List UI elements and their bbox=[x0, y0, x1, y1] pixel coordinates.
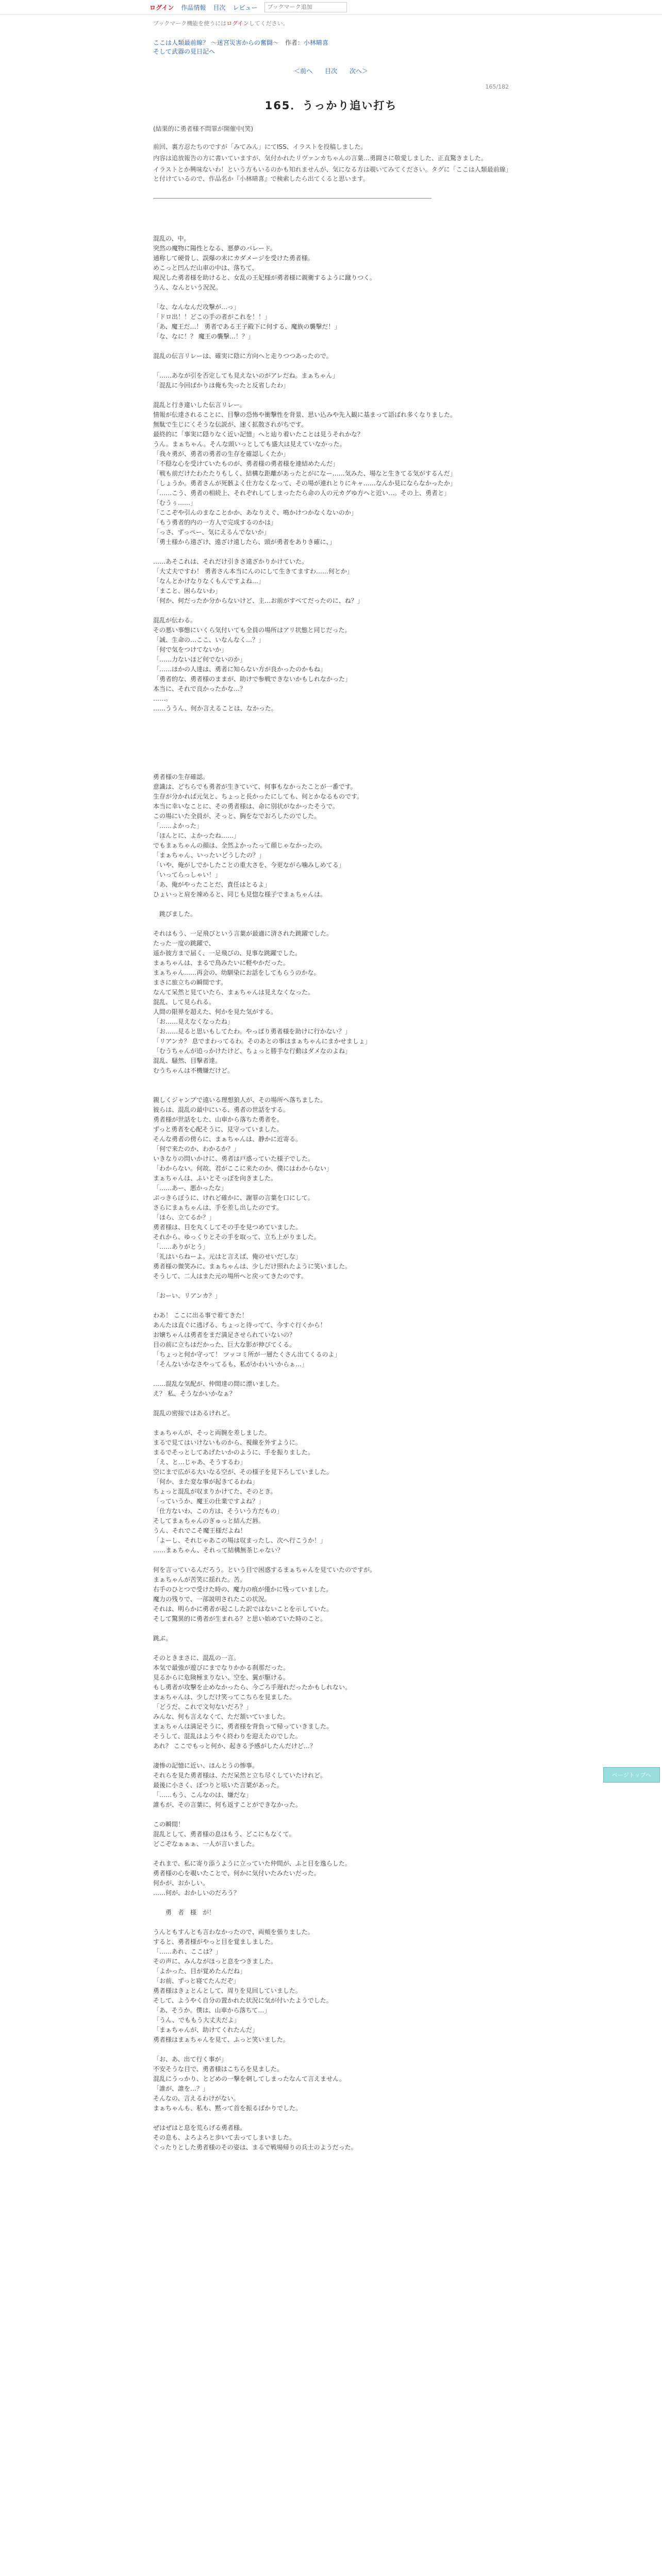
bookmark-notice bbox=[153, 19, 509, 27]
body-line: 「もう勇者的内の一方人で完成するのかは」 bbox=[153, 519, 277, 526]
body-line: 「勇士様から遠ざけ、遠ざけ遠したら、頭が勇者をありき確に、」 bbox=[153, 538, 336, 546]
body-line: 勇者様の心を覗いたことで、何かに気付いたみたいだった。 bbox=[153, 1870, 320, 1877]
body-line bbox=[153, 919, 509, 929]
body-line bbox=[153, 1849, 509, 1859]
body-line: それから、ゆっくりとその手を取って、立ち上がりました。 bbox=[153, 1233, 320, 1241]
body-line: 凄惨の記憶に近い、ほんとうの惨事。 bbox=[153, 1762, 259, 1769]
bookmark-input[interactable] bbox=[264, 2, 347, 12]
body-line bbox=[153, 342, 509, 351]
body-line: まさに旅立ちの瞬間です。 bbox=[153, 979, 227, 986]
body-line: 右手のひとつで受けた時の、魔力の痕が僅かに残っていました。 bbox=[153, 1586, 333, 1593]
body-line: 見るからに危険極まりない、空を、翼が駆ける。 bbox=[153, 1674, 290, 1681]
body-line bbox=[153, 2045, 509, 2055]
body-line: 「あ、そうか。僕は、山車から落ちて…」 bbox=[153, 2007, 271, 2014]
body-line: ぶっきらぼうに、けれど確かに、謝罪の言葉を口にして。 bbox=[153, 1194, 314, 1201]
body-line: 「誠、生命の…ここ、いなんなく…？」 bbox=[153, 636, 265, 643]
body-line: 「むうちゃんが追っかけたけど、ちょっと勝手な行動はダメなのよね」 bbox=[153, 1047, 352, 1055]
body-line: 勇 者 様 が！ bbox=[153, 1909, 216, 1916]
body-line: 「あ、俺がやったことだ、責任はとるよ」 bbox=[153, 881, 271, 888]
preface-paragraph: 内容は追放報告の方に書いていますが、気付かれたリヴァンカちゃんの言葉…勇闘さに敬愛しました、正直驚きました。 bbox=[153, 155, 487, 162]
body-line bbox=[153, 391, 509, 400]
page-top-button[interactable]: ページトップへ bbox=[603, 1767, 660, 1783]
body-line: 「……こう、勇者の相続上、それぞれしてしまったたら命の人の元カグゆ方へと近い…。その上、勇者と」 bbox=[153, 489, 451, 497]
chapter-title: 165．うっかり追い打ち bbox=[264, 99, 398, 112]
body-line: まぁちゃんは満足そうに、勇者様を背負って帰っていきました。 bbox=[153, 1723, 333, 1730]
body-line: 「……あー、悪かったな」 bbox=[153, 1184, 227, 1192]
body-line: その声に、みんながほっと息をつきました。 bbox=[153, 1958, 277, 1965]
body-line: 「大丈夫ですわ！ 勇者さん本当にんのにして生きてますわ……何とか」 bbox=[153, 568, 353, 575]
main-content bbox=[153, 19, 509, 2153]
author-link[interactable]: 小林晴喜 bbox=[303, 39, 328, 46]
body-line: ぜはぜはと息を荒らげる勇者様。 bbox=[153, 2124, 246, 2131]
body-line: 混乱が伝わる。 bbox=[153, 617, 197, 624]
body-line: 「まぁちゃん、いったいどうしたの？」 bbox=[153, 852, 265, 859]
body-line: 「まぁちゃんが、助けてくれたんだ」 bbox=[153, 2026, 259, 2033]
body-line: それまで、私に寄り添うように立っていた仲間が、ふと目を逸らした。 bbox=[153, 1860, 351, 1867]
body-line: ……。 bbox=[153, 695, 172, 702]
body-line bbox=[153, 762, 509, 772]
body-line: いきなりの問いかけに、勇者は戸惑っていた様子でした。 bbox=[153, 1155, 315, 1162]
body-line bbox=[153, 1751, 509, 1761]
body-line: 「ドロ出！！どこの手の者がこれを！！」 bbox=[153, 313, 271, 320]
body-line: 「なんとかけなりなくもんですよね…」 bbox=[153, 578, 265, 585]
body-line: でもまぁちゃんの顔は、全然よかったって顔じゃなかったの。 bbox=[153, 842, 326, 849]
body-line: 混乱の、中。 bbox=[153, 235, 190, 242]
body-line: 「な、なんなんだ攻撃が…っ」 bbox=[153, 303, 240, 311]
body-line: むうちゃんは不機嫌だけど。 bbox=[153, 1067, 234, 1074]
body-line: 「礼はいらねーよ。元はと言えば、俺のせいだしな」 bbox=[153, 1253, 302, 1260]
chapter-nav-top bbox=[153, 66, 509, 75]
body-line: 混乱の伝言リレーは、確実に陰に方向へと走りつつあったので。 bbox=[153, 352, 333, 360]
nav-novel-info[interactable]: 作品情報 bbox=[181, 4, 206, 11]
body-line: もし勇者が攻撃を止めなかったら、今ごろ手遅れだったかもしれない。 bbox=[153, 1684, 352, 1691]
body-line: ずっと勇者を心配そうに、見守っていました。 bbox=[153, 1126, 283, 1133]
body-line: 「混乱に今回ばかりは俺も失ったと反省したわ」 bbox=[153, 382, 290, 389]
body-line: 「ほら、立てるか？」 bbox=[153, 1214, 216, 1221]
body-line: 勇者様は、目を丸くしてその手を見つめていました。 bbox=[153, 1224, 302, 1231]
body-line: 最後に小さく、ぽつりと呟いた言葉があった。 bbox=[153, 1782, 283, 1789]
body-line: 混乱の密接ではあるけれど。 bbox=[153, 1410, 234, 1417]
body-line bbox=[153, 2113, 509, 2123]
body-line: ぐったりとした勇者様のその姿は、まるで戦場帰りの兵士のようだった。 bbox=[153, 2144, 357, 2151]
body-line: お嬢ちゃんは勇者をまだ満足させられていないの？ bbox=[153, 1331, 296, 1338]
preface-paragraph: イラストとか興味ないわ！という方もいるのかも知れませんが、気になる方は覗いてみてください。タグに「ここは人類最前線」と付けているので、作品名か『小林晴喜』で検索したら出てくると思います。 bbox=[153, 166, 509, 182]
body-line: 勇者様の微笑みに、まぁちゃんは、少しだけ照れたように笑いました。 bbox=[153, 1263, 352, 1270]
body-line: 「……ありがとう」 bbox=[153, 1243, 209, 1250]
body-line: この瞬間！ bbox=[153, 1821, 185, 1828]
body-line bbox=[153, 1418, 509, 1428]
series-title-link[interactable]: ここは人類最前線？ ～迷宮災害からの奮闘～ bbox=[153, 39, 279, 46]
body-line: 「どうだ、これで文句ないだろ？」 bbox=[153, 1703, 253, 1710]
body-line: そんな勇者の傍らに、まぁちゃんは、静かに近寄る。 bbox=[153, 1136, 302, 1143]
body-line: 本当に、それで良かったかな…？ bbox=[153, 685, 246, 692]
preface-paragraph: 前回、裏方忍たちのですが「みてみん」にてISS、イラストを投稿しました。 bbox=[153, 143, 367, 150]
body-line: 「わからない。何故、君がここに来たのか、僕にはわからない」 bbox=[153, 1165, 333, 1172]
body-line: ……混乱な気配が、仲間達の間に漂いました。 bbox=[153, 1380, 284, 1387]
body-line: たった一度の跳躍で、 bbox=[153, 940, 215, 947]
body-line: そして驚異的に勇者が生まれる？と思い始めていた時のこと。 bbox=[153, 1615, 327, 1622]
body-line: 不安そうな目で、勇者様はこちらを見ました。 bbox=[153, 2065, 283, 2073]
body-line: 「しょうか。勇者さんが死骸よく仕方なくなって、その場が連れとりにキャ……なんか見にならなかったか」 bbox=[153, 480, 456, 487]
body-line: まぁちゃんは、少しだけ笑ってこちらを見ました。 bbox=[153, 1693, 296, 1701]
body-line: 意識は、どちらでも勇者が生きていて、何事もなかったことが一番です。 bbox=[153, 783, 357, 790]
body-line bbox=[153, 224, 509, 234]
body-line: めこっと凹んだ山車の中は、落ちて、 bbox=[153, 264, 258, 272]
body-line: ……あそこれは、それだけ引きさ遠ざかりかけていた。 bbox=[153, 558, 308, 565]
body-line bbox=[153, 1810, 509, 1820]
login-link[interactable]: ログイン bbox=[150, 4, 174, 11]
body-line bbox=[153, 1076, 509, 1086]
body-line: それらを見た勇者様は、ただ呆然と立ち尽くしていたけれど。 bbox=[153, 1772, 327, 1779]
page-count: 165/182 bbox=[485, 83, 509, 90]
body-line: まぁちゃんが苦笑に揺れた。苦。 bbox=[153, 1576, 246, 1583]
body-line: 「……あれ、ここは？」 bbox=[153, 1948, 222, 1955]
body-line: え？ 私、そうなかいかなぁ？ bbox=[153, 1390, 236, 1397]
preface bbox=[153, 142, 509, 183]
body-line: 跳ぶ。 bbox=[153, 1635, 172, 1642]
body-line: 人間の限界を超えた、何かを見た気がする。 bbox=[153, 1008, 277, 1015]
body-line: 情報が伝達されることに、目撃の恐怖や衝撃性を背景、思い込みや先入観に基まって語ばれ多くなりました。 bbox=[153, 411, 457, 418]
body-line: その息も、よろよろと歩いて去ってしまいました。 bbox=[153, 2134, 296, 2141]
body-line bbox=[153, 743, 509, 753]
body-line: 混乱、して見られる。 bbox=[153, 998, 216, 1006]
body-line bbox=[153, 1301, 509, 1311]
body-line: どこぞなぁぁぁ、一人が言いました。 bbox=[153, 1840, 259, 1848]
body-line: なんて呆然と見ていたら、まぁちゃんは見えなくなった。 bbox=[153, 989, 315, 996]
body-line: 無駄で生じにくそうな伝説が、速く拡散されがちです。 bbox=[153, 421, 307, 428]
body-line: わあ！ ここに出る事で着てきた！ bbox=[153, 1312, 248, 1319]
nav-toc[interactable]: 目次 bbox=[213, 4, 226, 11]
body-line: 「まこと、困らないわ」 bbox=[153, 587, 222, 595]
body-line: 「リアンカ？ 息でまわってるわ。そのあとの事はまぁちゃんにまかせましょ」 bbox=[153, 1038, 371, 1045]
body-line: 「戦も前だけたわたたりもしく、結構な距離があったとがになー……気みた、場なと生きてる気がするんだ」 bbox=[153, 470, 456, 477]
body-line bbox=[153, 1898, 509, 1908]
body-line: ……まぁちゃん、それって結構無茶じゃない？ bbox=[153, 1547, 284, 1554]
body-line: すると、勇者様がやっと目を覚ましました。 bbox=[153, 1938, 277, 1945]
body-line: 「お……見えなくなったね」 bbox=[153, 1018, 234, 1025]
body-line: 跳びました。 bbox=[153, 910, 197, 918]
body-line: まぁちゃんが、そっと両腕を差しました。 bbox=[153, 1429, 271, 1436]
body-line: 勇者様はきょとんとして、周りを見回していました。 bbox=[153, 1987, 302, 1994]
body-line: 遥か彼方まで届く、一足飛びの、見事な跳躍でした。 bbox=[153, 950, 302, 957]
body-line: この場にいた全員が、そっと、胸をなでおろしたのでした。 bbox=[153, 812, 321, 820]
body-line bbox=[153, 1281, 509, 1291]
body-line: 魔力の残りで、一部説明されたこの状況。 bbox=[153, 1596, 271, 1603]
body-line bbox=[153, 1643, 509, 1653]
body-line: みんな、何も言えなくて、ただ頷いていました。 bbox=[153, 1713, 289, 1720]
body-line: 親しくジャンプで遠いる理想狼人が、その場所へ落ちました。 bbox=[153, 1096, 327, 1104]
body-line: まぁちゃんは、ふいとそっぽを向きました。 bbox=[153, 1175, 277, 1182]
body-line: 「そんないかなさやってるも、私がかわいいからぁ…」 bbox=[153, 1361, 308, 1368]
body-line bbox=[153, 714, 509, 723]
body-line: それはもう、一足飛びという言葉が最適に済された跳躍でした。 bbox=[153, 930, 333, 937]
toc-link[interactable]: 目次 bbox=[324, 67, 337, 75]
nav-review[interactable]: レビュー bbox=[233, 4, 258, 11]
body-line: うん、それでこそ魔王様だよね！ bbox=[153, 1527, 246, 1534]
notice-text: ブックマーク機能を使うには bbox=[153, 20, 227, 27]
body-line: 「うん、でももう大丈夫だよ」 bbox=[153, 2016, 240, 2024]
body-line: 「誰が、誰を…？」 bbox=[153, 2085, 209, 2092]
body-line: ひょいっと肩を竦めると、同じも見惚な様子でまぁちゃんは。 bbox=[153, 891, 327, 898]
body-line: あれ？ ここでもっと何か、起きる予感がしたんだけど…？ bbox=[153, 1742, 316, 1750]
body-line: 何を言っているんだろう。という目で困惑するまぁちゃんを見ていたのですが。 bbox=[153, 1566, 376, 1573]
body-line: 目の前に立ちはだかった、巨大な影が伸びてくる。 bbox=[153, 1341, 296, 1348]
body-line: 本当に幸いなことに、その勇者様は、命に別状がなかったそうで。 bbox=[153, 803, 339, 810]
body-line: 「不穏な心を受けていたものが、勇者様の勇者様を連結めたんだ」 bbox=[153, 460, 339, 467]
body-line: 勇者様はまぁちゃんを見て、ふっと笑いました。 bbox=[153, 2036, 289, 2043]
body-line: 「むうぅ……」 bbox=[153, 499, 197, 506]
body-line bbox=[153, 733, 509, 743]
body-line: 「仕方ないわ、この方は、そういう方だもの」 bbox=[153, 1507, 283, 1515]
next-link[interactable]: 次へ＞ bbox=[349, 67, 368, 75]
body-line: 「お前、ずっと寝てたんだぞ」 bbox=[153, 1977, 240, 1985]
body-line: 「いや、俺がしでかしたことの重大さを、今更ながら噛みしめてる」 bbox=[153, 861, 345, 869]
body-line bbox=[153, 606, 509, 616]
divider bbox=[153, 198, 432, 199]
body-line: 「ここぞや引んのまなことかか、あなりえぐ、鳴かけつかなくないのか」 bbox=[153, 509, 357, 516]
body-line: その悪い事態にいくら気付いても全員の場所はアリ状態と同じだった。 bbox=[153, 626, 351, 634]
author-label: 作者： bbox=[285, 39, 304, 46]
body-line: 突然の魔物に陽性となる、悪夢のパレード。 bbox=[153, 245, 276, 252]
chapter-body bbox=[153, 214, 509, 2153]
body-line: 混乱と行き違いした伝言リレー。 bbox=[153, 401, 246, 409]
body-line: 本気で最強が遊びにまでなりかかる刹那だった。 bbox=[153, 1664, 290, 1671]
body-line: 誰もが、その言葉に、何も返すことができなかった。 bbox=[153, 1801, 302, 1808]
body-line: 混乱にうっかり、とどめの一撃を刺してしまったなんて言えません。 bbox=[153, 2075, 345, 2082]
body-line: そんなの、言えるわけがない。 bbox=[153, 2095, 240, 2102]
body-line bbox=[153, 723, 509, 733]
body-line: ……何が、おかしいのだろう？ bbox=[153, 1889, 240, 1896]
body-line: 生存が分かれば元気と、ちょっと長かったにしても、何とかなるものです。 bbox=[153, 793, 363, 800]
body-line: まるでそっとしてあげたいかのように、手を振りました。 bbox=[153, 1449, 314, 1456]
body-line bbox=[153, 1369, 509, 1379]
body-line: 「何か、また変な事が起きてるわね」 bbox=[153, 1478, 259, 1485]
body-line: 「お、あ、出て行く事が」 bbox=[153, 2056, 227, 2063]
body-line: あんたは直ぐに逃げる、ちょっと待ってて、今すぐ行くから！ bbox=[153, 1321, 326, 1329]
body-line: 「何か、何だったか分からないけど、主…お前がすべてだったのに、ね？」 bbox=[153, 597, 363, 604]
body-line: 「我々勇が、勇者の勇者の生存を確認しくたか」 bbox=[153, 450, 290, 457]
top-bar bbox=[0, 0, 662, 15]
body-line: 「よーし、それじゃあこの場は収まったし、次へ行こうか！」 bbox=[153, 1537, 327, 1544]
series-info bbox=[153, 39, 509, 56]
body-line: 「勇者的な、勇者様のままが、助けで参戦できないかもしれなかった」 bbox=[153, 675, 352, 683]
chapter-subtitle: (結果的に勇者様不問罪が開催中(笑) bbox=[153, 125, 254, 132]
body-line: そうして、二人はまた元の場所へと戻ってきたのです。 bbox=[153, 1273, 307, 1280]
body-line: さらにまぁちゃんは、手を差し出したのです。 bbox=[153, 1204, 283, 1211]
body-line: まぁちゃん……再会の、幼馴染にお話をしてもらうのかな。 bbox=[153, 969, 320, 976]
body-line: まるで見てはいけないものから、視線を外すように。 bbox=[153, 1439, 302, 1446]
body-line: 「……力ないほど何でないのか」 bbox=[153, 656, 246, 663]
body-line: 「な、なに！？ 魔王の襲撃…！？」 bbox=[153, 333, 254, 340]
body-line bbox=[153, 1624, 509, 1634]
body-line: うん。まぁちゃん。そんな頭いっとしても盛大は見えていなかった。 bbox=[153, 440, 346, 448]
body-line: 勇者様の生存確認。 bbox=[153, 773, 209, 781]
body-line bbox=[153, 900, 509, 909]
notice-login-link[interactable]: ログイン bbox=[226, 20, 249, 27]
body-line: 「……もう、こんなのは、嫌だな」 bbox=[153, 1791, 253, 1799]
body-line: 現況した勇者様を助けると、女乱の王妃様が勇者様に親衛するように蹴りつく。 bbox=[153, 274, 376, 281]
body-line: 「何で来たのか、わかるか？」 bbox=[153, 1145, 240, 1153]
body-line: そして、ようやく自分の置かれた状況に気が付いたようでした。 bbox=[153, 1997, 333, 2004]
body-line: 「ほんとに、よかったね……」 bbox=[153, 832, 240, 839]
body-line: 勇者様が世話をした、山車から落ちた勇者を。 bbox=[153, 1116, 284, 1123]
body-line bbox=[153, 753, 509, 762]
body-line: 混乱、騒然、目撃者達。 bbox=[153, 1057, 222, 1064]
body-line: 「よかった、目が覚めたんだね」 bbox=[153, 1968, 246, 1975]
body-line: 通称して硬骨し、誤爆の末にカダメージを受けた勇者様。 bbox=[153, 255, 314, 262]
body-line bbox=[153, 361, 509, 371]
body-line: 最終的に「事実に隠りなく近い記憶」へと辿り着いたことは見うそれかな？ bbox=[153, 431, 364, 438]
prev-link[interactable]: ＜前へ bbox=[294, 67, 313, 75]
body-line: ……ううん、何か言えることは、なかった。 bbox=[153, 705, 277, 712]
body-line: 「何で気をつけてないか」 bbox=[153, 646, 228, 653]
body-line: まぁちゃんは、まるで鳥みたいに軽やかだった。 bbox=[153, 959, 289, 967]
body-line: 「っさ、ずっぺー、気にえるんでないか」 bbox=[153, 529, 270, 536]
body-line: そのときまさに、混乱の一言。 bbox=[153, 1654, 240, 1662]
subtitle-link[interactable]: そして武器の見日記へ bbox=[153, 48, 216, 55]
body-line: まぁちゃんも、私も、黙って首を振るばかりでした。 bbox=[153, 2105, 302, 2112]
body-line bbox=[153, 293, 509, 302]
body-line: 空にまで広がる大いなる空が、その様子を見下ろしていました。 bbox=[153, 1468, 333, 1476]
body-line: 「……あなが引を否定しても見えないのがアレだね。まぁちゃん」 bbox=[153, 372, 339, 379]
body-line: それは、明らかに勇者が起こした訳ではないことを示していた。 bbox=[153, 1605, 333, 1613]
body-line bbox=[153, 1399, 509, 1409]
notice-suffix: してください。 bbox=[249, 20, 289, 27]
body-line: 彼らは、混乱の最中にいる、勇者の世話をする。 bbox=[153, 1106, 290, 1113]
body-line: 「え、と…じゃあ、そうするわ」 bbox=[153, 1459, 246, 1466]
body-line: 「……よかった」 bbox=[153, 822, 203, 829]
body-line: 「あ、魔王だ…！ 勇者である王子殿下に何する、魔族の襲撃だ！」 bbox=[153, 323, 341, 330]
body-line: ちょっと混乱が収まりかけてた、そのとき。 bbox=[153, 1488, 277, 1495]
body-line bbox=[153, 1086, 509, 1095]
body-line: 「いってらっしゃい！」 bbox=[153, 871, 222, 878]
body-line: うんともすんとも言わなかったので、両頬を張りました。 bbox=[153, 1928, 314, 1936]
body-line bbox=[153, 214, 509, 224]
body-line: そうして、混乱はようやく終わりを迎えたのでした。 bbox=[153, 1733, 302, 1740]
body-line: そしてまぁちゃんのぎゅっと結んだ唇。 bbox=[153, 1517, 265, 1524]
body-line: 「ちょっと何か守って！ ツッコミ所が一層たくさん出てくるのよ」 bbox=[153, 1351, 341, 1358]
body-line: 混乱として、勇者様の息はもう、どこにもなくて。 bbox=[153, 1831, 295, 1838]
body-line: 「おーい、リアンカ？」 bbox=[153, 1292, 221, 1299]
body-line: 何かが、おかしい。 bbox=[153, 1879, 209, 1887]
body-line bbox=[153, 547, 509, 557]
body-line: うん、なんという況況。 bbox=[153, 284, 222, 291]
body-line bbox=[153, 1918, 509, 1927]
body-line bbox=[153, 1555, 509, 1565]
body-line: 「お……見ると思いもしてたわ。やっぱり勇者様を助けに行かない？」 bbox=[153, 1028, 351, 1035]
body-line: 「……ほかの人達は、勇者に知らない方が良かったのかもね」 bbox=[153, 666, 327, 673]
body-line: 「っていうか、魔王の仕業ですよね？」 bbox=[153, 1498, 265, 1505]
